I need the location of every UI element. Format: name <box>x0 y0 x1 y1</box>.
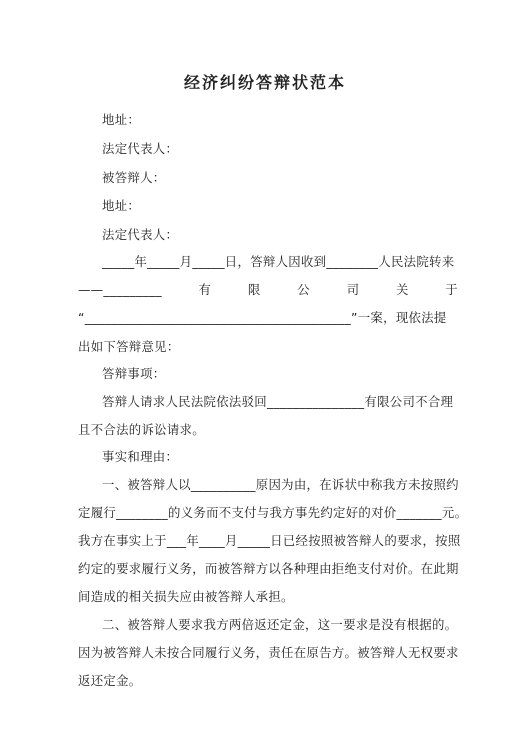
claims-line-1: 答辩人请求人民法院依法驳回_______________有限公司不合理 <box>102 394 454 409</box>
point1-line-2: 定履行________的义务而不支付与我方事先约定好的对价_______元。 <box>78 505 468 520</box>
respondent-field: 被答辩人： <box>102 170 166 185</box>
point1-line-1: 一、被答辩人以__________原因为由，在诉状中称我方未按照约 <box>102 477 459 492</box>
address-field-1: 地址： <box>102 112 141 127</box>
point1-line-5: 间造成的相关损失应由被答辩人承担。 <box>78 589 294 604</box>
point1-line-4: 约定的要求履行义务，而被答辩方以各种理由拒绝支付对价。在此期 <box>78 561 459 576</box>
intro-line-2-part: ——_________ <box>78 282 162 297</box>
claims-heading: 答辩事项： <box>102 366 166 381</box>
facts-heading: 事实和理由： <box>102 449 179 464</box>
intro-line-3: “_________________________________________”一案，现依法提 <box>78 310 447 325</box>
point2-line-1: 二、被答辩人要求我方两倍返还定金，这一要求是没有根据的。 <box>102 617 458 632</box>
document-title: 经济纠纷答辩状范本 <box>183 73 346 92</box>
intro-line-2-part: 司 <box>346 282 360 297</box>
intro-line-2-part: 限 <box>247 282 261 297</box>
point1-line-3: 我方在事实上于___年____月_____日已经按照被答辩人的要求，按照 <box>78 533 461 548</box>
address-field-2: 地址： <box>102 198 141 213</box>
intro-line-4: 出如下答辩意见： <box>78 339 180 354</box>
intro-line-2 <box>78 282 458 298</box>
point2-line-3: 返还定金。 <box>78 673 142 688</box>
legal-rep-field-2: 法定代表人： <box>102 227 179 242</box>
claims-line-2: 且不合法的诉讼请求。 <box>78 422 205 437</box>
intro-line-1: _____年_____月_____日，答辩人因收到________人民法院转来 <box>102 254 455 269</box>
intro-line-2-part: 有 <box>198 282 212 297</box>
intro-line-2-part: 公 <box>297 282 310 297</box>
intro-line-2-part: 关 <box>395 282 409 297</box>
point2-line-2: 因为被答辩人未按合同履行义务，责任在原告方。被答辩人无权要求 <box>78 645 459 660</box>
legal-rep-field-1: 法定代表人： <box>102 141 179 156</box>
intro-line-2-part: 于 <box>445 282 458 297</box>
